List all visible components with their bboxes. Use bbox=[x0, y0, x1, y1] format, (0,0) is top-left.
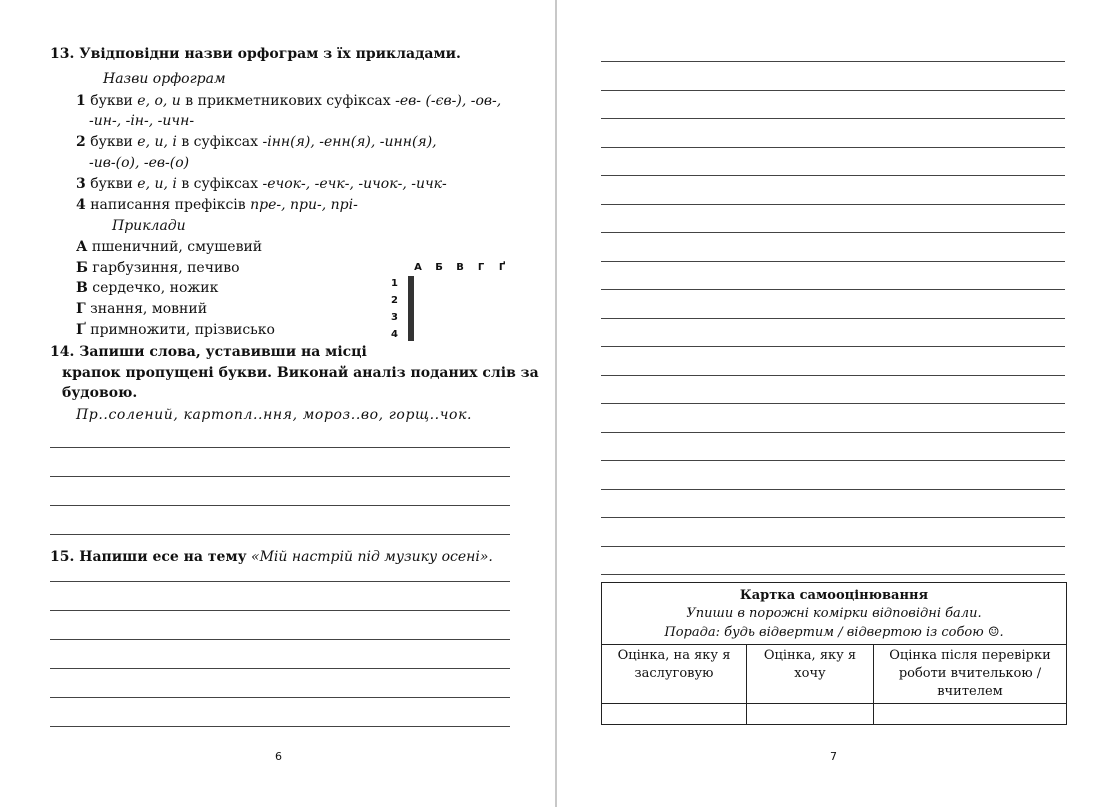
answer-line[interactable] bbox=[601, 204, 1065, 205]
task14-words: Пр..солений, картопл..ння, мороз..во, горщ..чок. bbox=[76, 407, 473, 423]
task15-topic: «Мій настрій під музику осені». bbox=[251, 549, 493, 565]
grid-col-header: Г bbox=[477, 262, 485, 273]
grid-col-header: В bbox=[456, 262, 464, 273]
answer-line[interactable] bbox=[601, 232, 1065, 233]
score-cell-wanted[interactable] bbox=[747, 704, 874, 725]
examples-heading: Приклади bbox=[112, 218, 186, 234]
answer-line[interactable] bbox=[601, 574, 1065, 575]
answer-line[interactable] bbox=[50, 534, 510, 535]
task13-number: 13. bbox=[50, 46, 75, 62]
answer-line[interactable] bbox=[601, 346, 1065, 347]
self-assessment-card bbox=[601, 582, 1067, 725]
answer-line[interactable] bbox=[601, 147, 1065, 148]
page-number: 7 bbox=[830, 750, 837, 763]
page-divider bbox=[555, 0, 557, 807]
answer-line[interactable] bbox=[601, 546, 1065, 547]
example-h: Г знання, мовний bbox=[76, 301, 208, 317]
score-cell-deserved[interactable] bbox=[602, 704, 747, 725]
score-table bbox=[602, 644, 1066, 724]
answer-line[interactable] bbox=[50, 697, 510, 698]
answer-line[interactable] bbox=[50, 726, 510, 727]
task15-prefix: 15. Напиши есе на тему bbox=[50, 549, 247, 565]
task15-heading bbox=[50, 548, 493, 566]
answer-line[interactable] bbox=[50, 447, 510, 448]
answer-line[interactable] bbox=[601, 432, 1065, 433]
orthogram-item-1-cont: -ин-, -ін-, -ичн- bbox=[89, 113, 195, 129]
answer-line[interactable] bbox=[50, 476, 510, 477]
answer-line[interactable] bbox=[50, 505, 510, 506]
grid-col-header: Ґ bbox=[498, 262, 506, 273]
grid-row-header: 1 bbox=[391, 278, 398, 289]
answer-line[interactable] bbox=[601, 261, 1065, 262]
answer-line[interactable] bbox=[50, 639, 510, 640]
answer-grid-cells bbox=[408, 276, 414, 341]
grid-cell[interactable] bbox=[413, 325, 414, 341]
example-b: Б гарбузиння, печиво bbox=[76, 260, 240, 276]
orthogram-item-4: 4 написання префіксів пре-, при-, прі- bbox=[76, 197, 358, 213]
score-cell-teacher[interactable] bbox=[874, 704, 1067, 725]
grid-row-header: 4 bbox=[391, 329, 398, 340]
col-teacher-header: Оцінка після перевірки роботи вчителькою / вчителем bbox=[874, 645, 1067, 704]
example-g: Ґ примножити, прізвисько bbox=[76, 322, 275, 338]
col-deserved-header: Оцінка, на яку я заслуговую bbox=[602, 645, 747, 704]
task14-line1: 14. Запиши слова, уставивши на місці bbox=[50, 344, 367, 360]
grid-row-header: 2 bbox=[391, 295, 398, 306]
answer-line[interactable] bbox=[50, 581, 510, 582]
answer-line[interactable] bbox=[50, 668, 510, 669]
answer-line[interactable] bbox=[601, 61, 1065, 62]
answer-line[interactable] bbox=[601, 375, 1065, 376]
task14-line3: будовою. bbox=[62, 385, 138, 401]
grid-col-header: А bbox=[414, 262, 422, 273]
card-instruction: Упиши в порожні комірки відповідні бали. bbox=[686, 606, 982, 621]
grid-row-header: 3 bbox=[391, 312, 398, 323]
task13-heading bbox=[50, 45, 461, 63]
answer-line[interactable] bbox=[50, 610, 510, 611]
card-advice: Порада: будь відвертим / відвертою із собою ☺. bbox=[664, 625, 1004, 640]
right-page bbox=[558, 0, 1106, 807]
orthogram-item-3: 3 букви е, и, і в суфіксах -ечок-, -ечк-, -ичок-, -ичк- bbox=[76, 176, 447, 192]
task14-line2: крапок пропущені букви. Виконай аналіз поданих слів за bbox=[62, 365, 539, 381]
answer-line[interactable] bbox=[601, 489, 1065, 490]
orthogram-item-1: 1 букви е, о, и в прикметникових суфіксах -ев- (-єв-), -ов-, bbox=[76, 93, 502, 109]
answer-line[interactable] bbox=[601, 517, 1065, 518]
grid-cell[interactable] bbox=[413, 277, 414, 293]
answer-line[interactable] bbox=[601, 118, 1065, 119]
orthogram-item-2-cont: -ив-(о), -ев-(о) bbox=[89, 155, 190, 171]
grid-col-header: Б bbox=[435, 262, 443, 273]
answer-line[interactable] bbox=[601, 403, 1065, 404]
example-a: А пшеничний, смушевий bbox=[76, 239, 263, 255]
answer-line[interactable] bbox=[601, 175, 1065, 176]
answer-line[interactable] bbox=[601, 289, 1065, 290]
answer-line[interactable] bbox=[601, 318, 1065, 319]
orthogram-item-2: 2 букви е, и, і в суфіксах -інн(я), -енн(я), -инн(я), bbox=[76, 134, 437, 150]
example-v: В сердечко, ножик bbox=[76, 280, 219, 296]
names-heading: Назви орфограм bbox=[103, 71, 226, 87]
answer-line[interactable] bbox=[601, 460, 1065, 461]
card-title: Картка самооцінювання bbox=[739, 588, 929, 603]
grid-cell[interactable] bbox=[413, 309, 414, 325]
page-number: 6 bbox=[275, 750, 282, 763]
col-wanted-header: Оцінка, яку я хочу bbox=[747, 645, 874, 704]
grid-cell[interactable] bbox=[413, 293, 414, 309]
task13-title: Увідповідни назви орфограм з їх прикладами. bbox=[79, 46, 461, 62]
answer-line[interactable] bbox=[601, 90, 1065, 91]
